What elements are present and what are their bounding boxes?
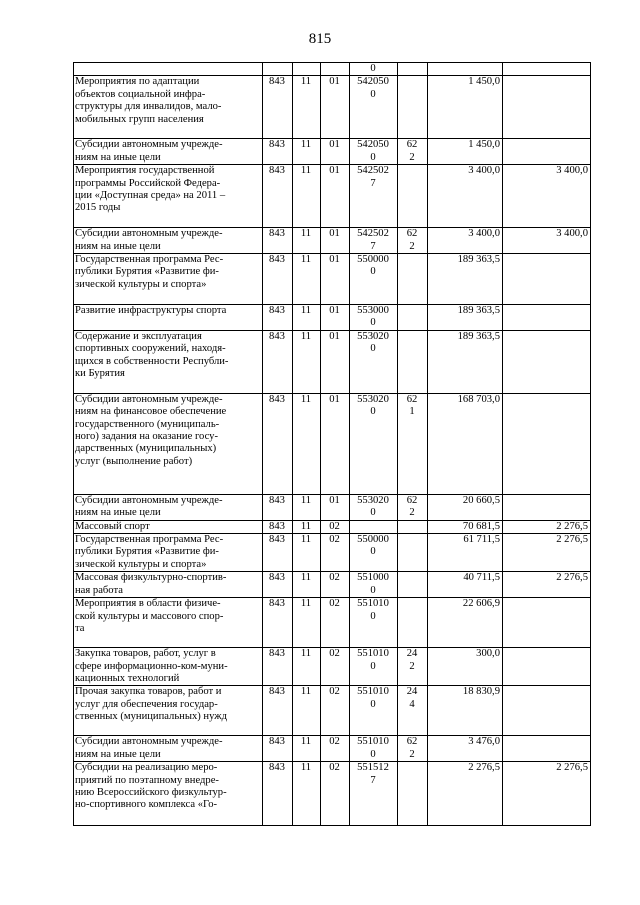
row-target-code-cell: 553000 0 [350,305,398,331]
row-sum-total-cell: 1 450,0 [428,139,503,165]
table-row [74,139,591,165]
row-expense-type-cell [398,305,428,331]
row-name-cell: Мероприятия в области физиче- ской культуры и массового спор- та [74,598,263,648]
row-subsection-cell: 01 [321,228,350,254]
row-code-cell: 843 [263,736,293,762]
row-section-cell: 11 [293,520,321,533]
row-sum-total-cell: 2 276,5 [428,762,503,826]
row-code-cell: 843 [263,228,293,254]
row-sum-federal-cell [503,494,591,520]
row-section-cell: 11 [293,762,321,826]
table-row [74,598,591,648]
row-code-cell: 843 [263,494,293,520]
row-code-cell: 843 [263,305,293,331]
row-code-cell: 843 [263,165,293,228]
row-sum-federal-cell [503,598,591,648]
row-target-code-cell: 551010 0 [350,648,398,686]
row-sum-total-cell [428,63,503,76]
row-name-cell: Развитие инфраструктуры спорта [74,305,263,331]
row-target-code-cell: 550000 0 [350,254,398,305]
row-target-code-cell: 0 [350,63,398,76]
row-subsection-cell: 02 [321,520,350,533]
row-target-code-cell: 551010 0 [350,736,398,762]
row-sum-federal-cell [503,393,591,494]
page-number: 815 [308,31,332,47]
row-name-cell: Государственная программа Рес- публики Бурятия «Развитие фи- зической культуры и спорта» [74,534,263,572]
row-sum-total-cell: 3 400,0 [428,165,503,228]
row-code-cell: 843 [263,139,293,165]
row-target-code-cell: 553020 0 [350,393,398,494]
row-subsection-cell: 01 [321,305,350,331]
row-expense-type-cell [398,572,428,598]
row-target-code-cell [350,520,398,533]
row-subsection-cell: 02 [321,762,350,826]
row-expense-type-cell: 62 2 [398,139,428,165]
row-section-cell: 11 [293,686,321,736]
row-sum-federal-cell: 2 276,5 [503,572,591,598]
row-sum-total-cell: 70 681,5 [428,520,503,533]
row-section-cell: 11 [293,598,321,648]
row-target-code-cell: 553020 0 [350,330,398,393]
row-sum-federal-cell [503,305,591,331]
row-name-cell: Субсидии автономным учрежде- ниям на иные цели [74,494,263,520]
row-target-code-cell: 551000 0 [350,572,398,598]
row-expense-type-cell [398,520,428,533]
table-row [74,572,591,598]
row-sum-federal-cell [503,139,591,165]
row-subsection-cell: 01 [321,254,350,305]
row-target-code-cell: 550000 0 [350,534,398,572]
row-section-cell: 11 [293,76,321,139]
row-sum-federal-cell [503,686,591,736]
row-subsection-cell: 01 [321,139,350,165]
row-section-cell: 11 [293,165,321,228]
row-subsection-cell: 02 [321,648,350,686]
row-sum-total-cell: 189 363,5 [428,254,503,305]
row-name-cell: Содержание и эксплуатация спортивных сооружений, находя- щихся в собственности Республи- ки Бурятия [74,330,263,393]
row-sum-total-cell: 3 400,0 [428,228,503,254]
row-code-cell: 843 [263,534,293,572]
row-expense-type-cell: 62 2 [398,228,428,254]
row-expense-type-cell: 62 1 [398,393,428,494]
row-name-cell: Массовая физкультурно-спортив- ная работа [74,572,263,598]
row-sum-total-cell: 189 363,5 [428,330,503,393]
table-row [74,534,591,572]
row-expense-type-cell [398,598,428,648]
table-body [74,63,591,826]
row-name-cell: Мероприятия государственной программы Российской Федера- ции «Доступная среда» на 2011 – 2015 годы [74,165,263,228]
table-row [74,305,591,331]
row-subsection-cell: 01 [321,76,350,139]
row-sum-federal-cell [503,254,591,305]
row-section-cell: 11 [293,139,321,165]
row-code-cell: 843 [263,393,293,494]
row-code-cell: 843 [263,330,293,393]
row-sum-federal-cell [503,330,591,393]
table-row [74,165,591,228]
row-subsection-cell: 01 [321,330,350,393]
row-section-cell [293,63,321,76]
row-name-cell: Субсидии автономным учрежде- ниям на иные цели [74,139,263,165]
row-expense-type-cell [398,165,428,228]
row-target-code-cell: 542050 0 [350,139,398,165]
row-section-cell: 11 [293,228,321,254]
row-sum-federal-cell: 2 276,5 [503,762,591,826]
row-expense-type-cell: 62 2 [398,736,428,762]
table-row [74,330,591,393]
row-sum-total-cell: 40 711,5 [428,572,503,598]
row-target-code-cell: 551010 0 [350,598,398,648]
row-expense-type-cell: 24 4 [398,686,428,736]
row-code-cell: 843 [263,686,293,736]
row-sum-federal-cell [503,736,591,762]
row-sum-total-cell: 189 363,5 [428,305,503,331]
row-code-cell: 843 [263,572,293,598]
row-sum-federal-cell: 2 276,5 [503,534,591,572]
row-name-cell: Закупка товаров, работ, услуг в сфере информационно-ком-муни- кационных технологий [74,648,263,686]
table-row [74,520,591,533]
row-expense-type-cell: 62 2 [398,494,428,520]
row-sum-federal-cell [503,76,591,139]
row-subsection-cell: 01 [321,494,350,520]
row-section-cell: 11 [293,648,321,686]
row-section-cell: 11 [293,572,321,598]
row-sum-federal-cell [503,648,591,686]
row-sum-federal-cell: 2 276,5 [503,520,591,533]
row-code-cell: 843 [263,76,293,139]
row-name-cell: Субсидии автономным учрежде- ниям на иные цели [74,736,263,762]
row-sum-total-cell: 22 606,9 [428,598,503,648]
row-subsection-cell: 01 [321,165,350,228]
row-name-cell [74,63,263,76]
row-section-cell: 11 [293,736,321,762]
row-expense-type-cell [398,63,428,76]
table-row [74,648,591,686]
row-sum-total-cell: 20 660,5 [428,494,503,520]
row-sum-federal-cell: 3 400,0 [503,228,591,254]
table-row [74,63,591,76]
row-expense-type-cell [398,534,428,572]
row-section-cell: 11 [293,534,321,572]
table-row [74,686,591,736]
row-target-code-cell: 542050 0 [350,76,398,139]
row-expense-type-cell [398,762,428,826]
row-target-code-cell: 551512 7 [350,762,398,826]
table-row [74,736,591,762]
row-subsection-cell: 01 [321,393,350,494]
row-expense-type-cell [398,254,428,305]
row-sum-total-cell: 61 711,5 [428,534,503,572]
row-subsection-cell: 02 [321,598,350,648]
table-row [74,254,591,305]
table-row [74,76,591,139]
row-code-cell: 843 [263,520,293,533]
table-row [74,393,591,494]
row-section-cell: 11 [293,254,321,305]
row-target-code-cell: 542502 7 [350,165,398,228]
row-target-code-cell: 542502 7 [350,228,398,254]
row-code-cell: 843 [263,762,293,826]
row-section-cell: 11 [293,393,321,494]
row-sum-total-cell: 18 830,9 [428,686,503,736]
row-section-cell: 11 [293,305,321,331]
row-sum-total-cell: 168 703,0 [428,393,503,494]
budget-table [73,62,591,826]
row-target-code-cell: 553020 0 [350,494,398,520]
row-expense-type-cell [398,330,428,393]
row-expense-type-cell [398,76,428,139]
row-sum-total-cell: 3 476,0 [428,736,503,762]
table-row [74,762,591,826]
row-expense-type-cell: 24 2 [398,648,428,686]
row-name-cell: Субсидии автономным учрежде- ниям на иные цели [74,228,263,254]
row-sum-federal-cell [503,63,591,76]
row-code-cell: 843 [263,648,293,686]
row-name-cell: Государственная программа Рес- публики Бурятия «Развитие фи- зической культуры и спорта» [74,254,263,305]
row-name-cell: Мероприятия по адаптации объектов социальной инфра- структуры для инвалидов, мало- мобильных групп населения [74,76,263,139]
row-code-cell: 843 [263,254,293,305]
table-row [74,494,591,520]
row-sum-total-cell: 1 450,0 [428,76,503,139]
row-code-cell: 843 [263,598,293,648]
row-name-cell: Субсидии автономным учрежде- ниям на финансовое обеспечение государственного (муниципаль- ного) задания на оказание госу- дарственных (муниципальных) услуг (выполнение работ) [74,393,263,494]
row-subsection-cell: 02 [321,736,350,762]
row-sum-total-cell: 300,0 [428,648,503,686]
row-code-cell [263,63,293,76]
row-subsection-cell: 02 [321,686,350,736]
row-name-cell: Субсидии на реализацию меро- приятий по поэтапному внедре- нию Всероссийского физкультур- но-спортивного комплекса «Го- [74,762,263,826]
row-subsection-cell: 02 [321,534,350,572]
row-sum-federal-cell: 3 400,0 [503,165,591,228]
row-section-cell: 11 [293,330,321,393]
table-row [74,228,591,254]
row-subsection-cell [321,63,350,76]
row-name-cell: Прочая закупка товаров, работ и услуг для обеспечения государ- ственных (муниципальных) нужд [74,686,263,736]
row-section-cell: 11 [293,494,321,520]
row-name-cell: Массовый спорт [74,520,263,533]
row-target-code-cell: 551010 0 [350,686,398,736]
row-subsection-cell: 02 [321,572,350,598]
